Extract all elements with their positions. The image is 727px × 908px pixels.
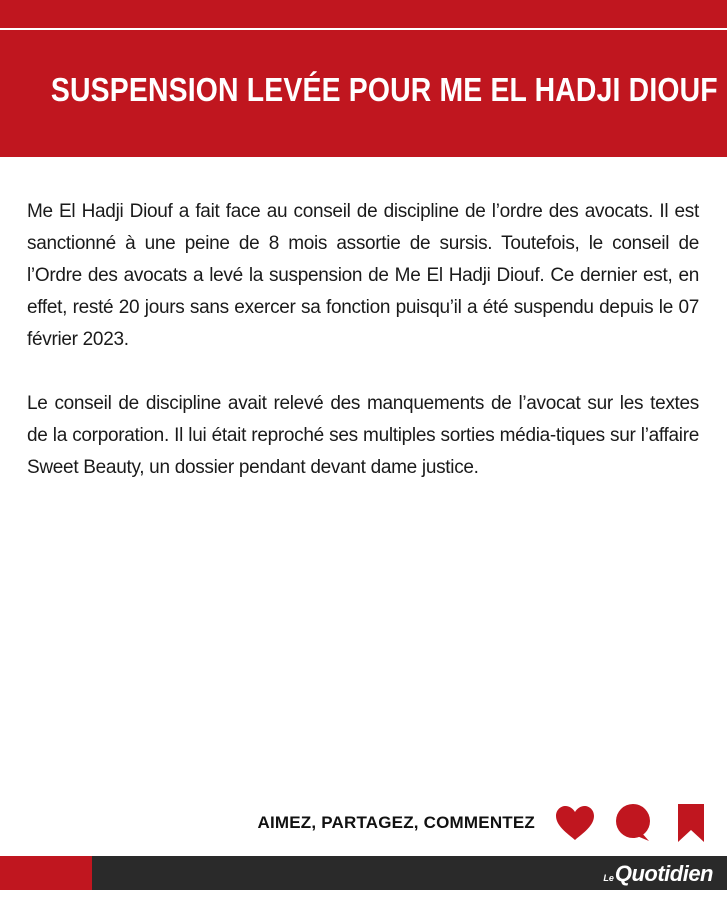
bookmark-icon[interactable] — [669, 801, 713, 845]
article-body — [27, 196, 699, 484]
engagement-row — [258, 800, 714, 846]
article-paragraph: Me El Hadji Diouf a fait face au conseil de discipline de l’ordre des avocats. Il est sanctionné à une peine de 8 mois assortie de sursis. Toutefois, le conseil de l’Ordre des avocats a levé la suspension de Me El Hadji Diouf. Ce dernier est, en effet, resté 20 jours sans exercer sa fonction puisqu’il a été suspendu depuis le 07 février 2023. — [27, 201, 699, 350]
header-rule — [0, 28, 727, 30]
footer-accent-bar — [0, 856, 92, 890]
comment-icon[interactable] — [611, 801, 655, 845]
headline: SUSPENSION LEVÉE POUR ME EL HADJI DIOUF — [50, 71, 718, 108]
heart-icon[interactable] — [553, 801, 597, 845]
brand-name: Quotidien — [614, 861, 713, 886]
cta-text: AIMEZ, PARTAGEZ, COMMENTEZ — [257, 813, 535, 832]
brand-logo — [603, 858, 713, 888]
brand-prefix: Le — [603, 873, 614, 883]
article-paragraph: Le conseil de discipline avait relevé des manquements de l’avocat sur les textes de la corporation. Il lui était reproché ses multiples sorties média-tiques sur l’affaire Sweet Beauty, un dossier pendant devant dame justice. — [27, 393, 699, 478]
